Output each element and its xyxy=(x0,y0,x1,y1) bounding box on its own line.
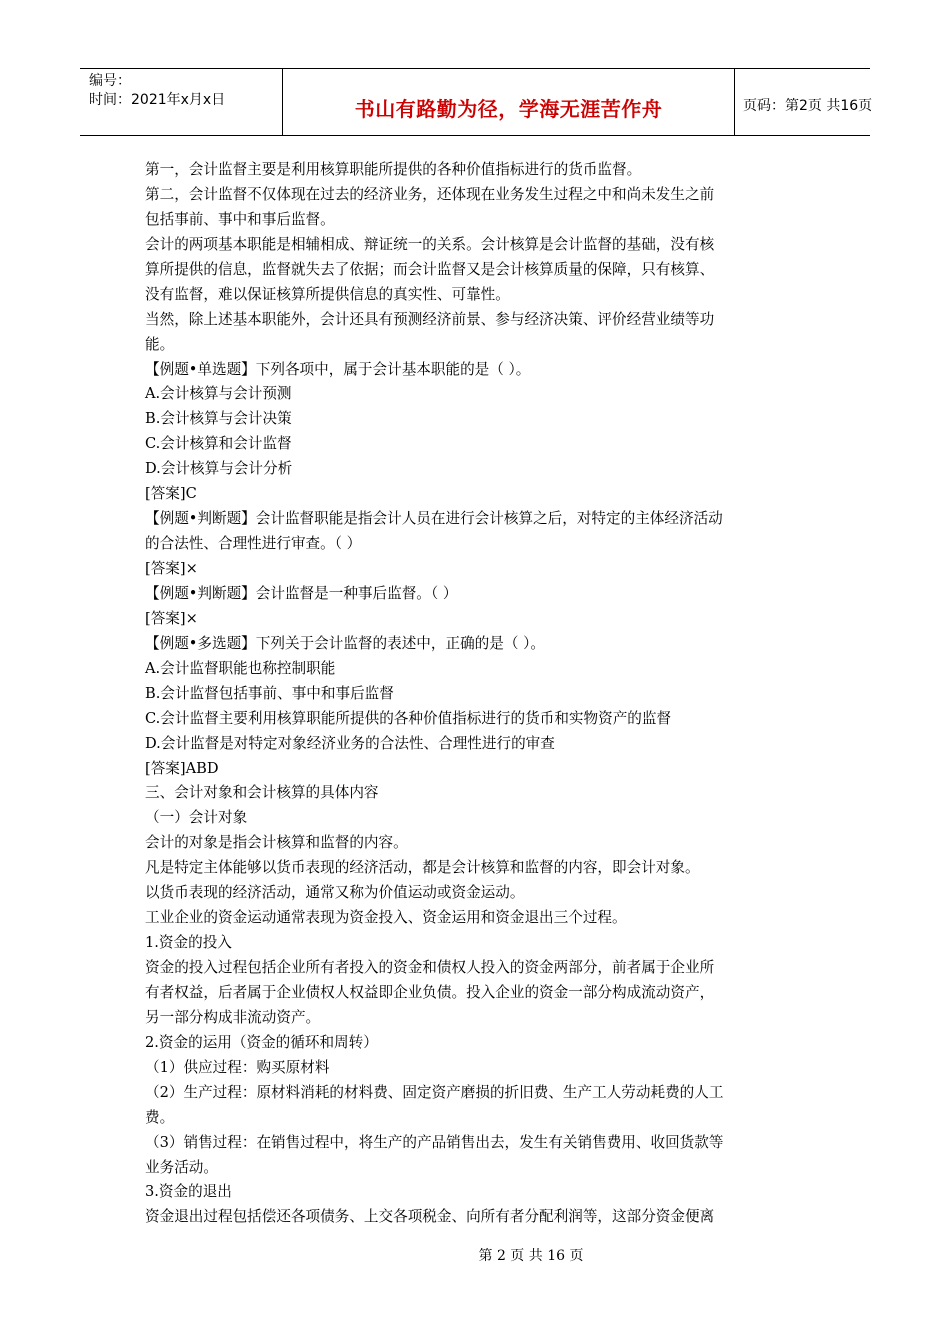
document-body xyxy=(145,158,815,1230)
body-text-line: 以货币表现的经济活动，通常又称为价值运动或资金运动。 xyxy=(145,884,525,902)
body-text-line: 三、会计对象和会计核算的具体内容 xyxy=(145,784,379,802)
body-text-line: 会计的对象是指会计核算和监督的内容。 xyxy=(145,834,408,852)
body-text-line: 【例题•多选题】下列关于会计监督的表述中，正确的是（ ）。 xyxy=(145,634,545,652)
header-page-code: 页码：第2页 共16页 xyxy=(743,98,873,114)
header-motto-cell xyxy=(283,69,735,135)
body-text-line: [答案]× xyxy=(145,560,198,577)
body-text-line: 算所提供的信息，监督就失去了依据；而会计监督又是会计核算质量的保障，只有核算、 xyxy=(145,260,715,278)
body-text-line: D.会计监督是对特定对象经济业务的合法性、合理性进行的审查 xyxy=(145,734,555,752)
body-text-line: 会计的两项基本职能是相辅相成、辩证统一的关系。会计核算是会计监督的基础，没有核 xyxy=(145,235,715,253)
body-text-line: [答案]× xyxy=(145,609,198,627)
body-text-line: A.会计监督职能也称控制职能 xyxy=(145,659,336,677)
body-text-line: 业务活动。 xyxy=(145,1158,218,1176)
body-text-line: A.会计核算与会计预测 xyxy=(145,385,292,403)
body-text-line: 的合法性、合理性进行审查。（ ） xyxy=(145,535,362,553)
body-text-line: 能。 xyxy=(145,335,175,353)
body-text-line: 第一，会计监督主要是利用核算职能所提供的各种价值指标进行的货币监督。 xyxy=(145,161,642,178)
body-text-line: 没有监督，难以保证核算所提供信息的真实性、可靠性。 xyxy=(145,285,510,303)
body-text-line: C.会计监督主要利用核算职能所提供的各种价值指标进行的货币和实物资产的监督 xyxy=(145,709,672,727)
document-time-label: 时间：2021年x月x日 xyxy=(89,92,226,108)
body-text-line: B.会计核算与会计决策 xyxy=(145,410,292,428)
body-text-line: 工业企业的资金运动通常表现为资金投入、资金运用和资金退出三个过程。 xyxy=(145,909,627,927)
page-footer: 第 2 页 共 16 页 xyxy=(478,1248,584,1264)
body-text-line: 资金的投入过程包括企业所有者投入的资金和债权人投入的资金两部分，前者属于企业所 xyxy=(145,959,715,976)
body-text-line: （一）会计对象 xyxy=(145,809,248,827)
body-text-line: [答案]ABD xyxy=(145,759,219,777)
body-text-line: 【例题•判断题】会计监督职能是指会计人员在进行会计核算之后，对特定的主体经济活动 xyxy=(145,510,723,528)
body-text-line: （1）供应过程：购买原材料 xyxy=(145,1058,330,1076)
body-text-line: 当然，除上述基本职能外，会计还具有预测经济前景、参与经济决策、评价经营业绩等功 xyxy=(145,310,715,328)
body-text-line: 【例题•单选题】下列各项中，属于会计基本职能的是（ ）。 xyxy=(145,360,531,378)
body-text-line: 资金退出过程包括偿还各项债务、上交各项税金、向所有者分配利润等，这部分资金便离 xyxy=(145,1208,715,1226)
body-text-line: 费。 xyxy=(145,1108,175,1126)
body-text-line: [答案]C xyxy=(145,485,197,503)
body-text-line: 1.资金的投入 xyxy=(145,934,232,952)
body-text-line: D.会计核算与会计分析 xyxy=(145,460,293,478)
body-text-line: 2.资金的运用（资金的循环和周转） xyxy=(145,1033,378,1051)
body-text-line: 有者权益，后者属于企业债权人权益即企业负债。投入企业的资金一部分构成流动资产， xyxy=(145,983,715,1001)
body-text-line: （2）生产过程：原材料消耗的材料费、固定资产磨损的折旧费、生产工人劳动耗费的人工 xyxy=(145,1083,724,1101)
body-text-line: 【例题•判断题】会计监督是一种事后监督。（ ） xyxy=(145,584,458,602)
body-text-line: 包括事前、事中和事后监督。 xyxy=(145,210,335,228)
body-text-line: 凡是特定主体能够以货币表现的经济活动，都是会计核算和监督的内容，即会计对象。 xyxy=(145,859,700,877)
body-text-line: 3.资金的退出 xyxy=(145,1183,232,1201)
body-text-line: 第二，会计监督不仅体现在过去的经济业务，还体现在业务发生过程之中和尚未发生之前 xyxy=(145,185,715,203)
body-text-line: （3）销售过程：在销售过程中，将生产的产品销售出去，发生有关销售费用、收回货款等 xyxy=(145,1133,724,1151)
body-text-line: 另一部分构成非流动资产。 xyxy=(145,1008,321,1026)
body-text-line: B.会计监督包括事前、事中和事后监督 xyxy=(145,684,394,702)
document-number-label: 编号： xyxy=(89,73,131,89)
header-page-cell xyxy=(735,69,873,135)
header-motto: 书山有路勤为径，学海无涯苦作舟 xyxy=(354,97,663,121)
page-header xyxy=(80,68,873,136)
body-text-line: C.会计核算和会计监督 xyxy=(145,435,292,453)
header-meta-cell xyxy=(80,69,283,135)
